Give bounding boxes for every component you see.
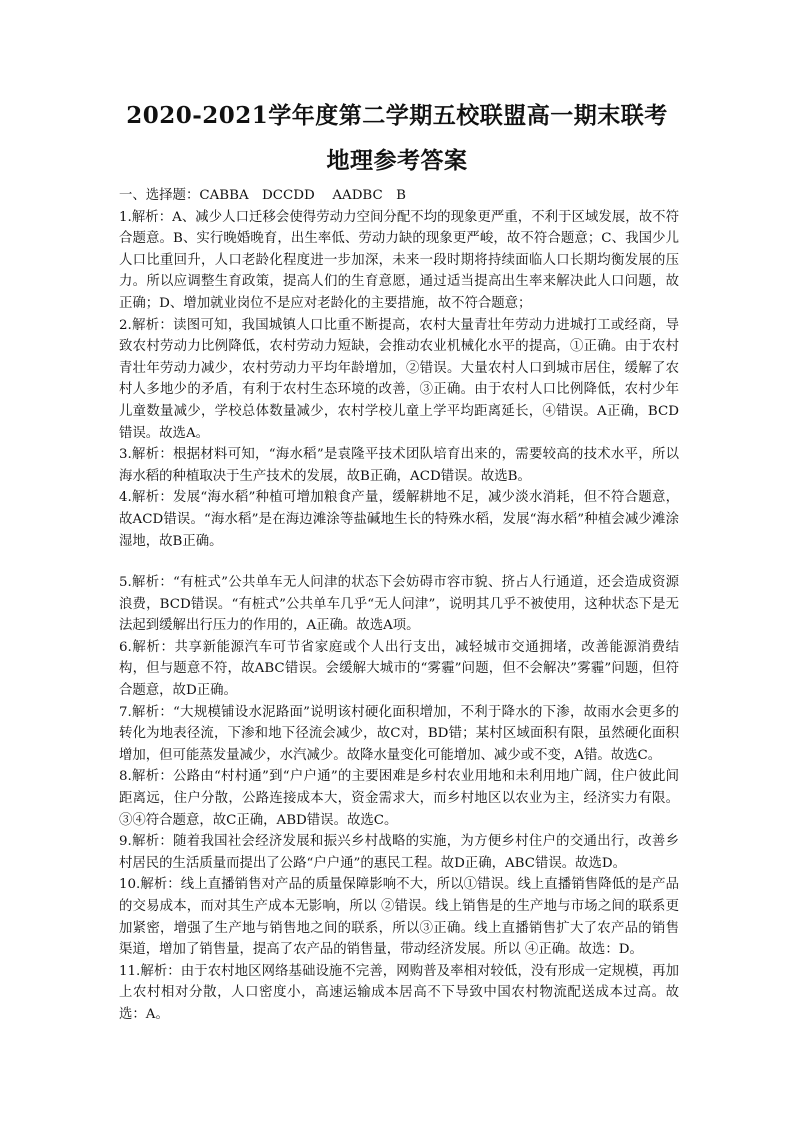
answer-explanation-8: 8.解析：公路由“村村通”到“户户通”的主要困难是乡村农业用地和未利用地广阔，住户彼此间距离远，住户分散，公路连接成本大，资金需求大，而乡村地区以农业为主，经济实力有限。③④符合题意，故C正确，ABD错误。故选C。 <box>119 769 679 828</box>
answer-explanation-10: 10.解析：线上直播销售对产品的质量保障影响不大，所以①错误。线上直播销售降低的是产品的交易成本，而对其生产成本无影响，所以 ②错误。线上销售是的生产地与市场之间的联系更加紧密，增强了生产地与销售地之间的联系，所以③正确。线上直播销售扩大了农产品的销售渠道，增加了销售量，提高了农产品的销售量，带动经济发展。所以 ④正确。故选：D。 <box>119 877 679 958</box>
answer-explanation-6: 6.解析：共享新能源汽车可节省家庭或个人出行支出，减轻城市交通拥堵，改善能源消费结构，但与题意不符，故ABC错误。会缓解大城市的“雾霾”问题，但不会解决”雾霾”问题，但符合题意，故D正确。 <box>119 639 679 699</box>
paragraph-gap <box>119 552 679 572</box>
answer-explanation-11: 11.解析：由于农村地区网络基础设施不完善，网购普及率相对较低，没有形成一定规模，再加上农村相对分散，人口密度小，高速运输成本居高不下导致中国农村物流配送成本过高。故选：A。 <box>119 963 679 1022</box>
answer-explanation-9: 9.解析：随着我国社会经济发展和振兴乡村战略的实施，为方便乡村住户的交通出行，改善乡村居民的生活质量而提出了公路“户户通”的惠民工程。故D正确，ABC错误。故选D。 <box>119 834 679 871</box>
answer-explanation-4: 4.解析：发展“海水稻”种植可增加粮食产量，缓解耕地不足，减少淡水消耗，但不符合题意，故ACD错误。“海水稻”是在海边滩涂等盐碱地生长的特殊水稻，发展“海水稻”种植会减少滩涂湿地，故B正确。 <box>119 490 679 549</box>
answer-explanation-3: 3.解析：根据材料可知，“海水稻”是袁隆平技术团队培育出来的，需要较高的技术水平，所以海水稻的种植取决于生产技术的发展，故B正确，ACD错误。故选B。 <box>119 447 679 484</box>
choice-answer-summary: 一、选择题：CABBA DCCDD AADBC B <box>119 188 406 203</box>
answer-explanation-7: 7.解析：“大规模铺设水泥路面”说明该村硬化面积增加，不利于降水的下渗，故雨水会更多的转化为地表径流，下渗和地下径流会减少，故C对，BD错；某村区域面积有限，虽然硬化面积增加，但可能蒸发量减少，水汽减少。故降水量变化可能增加、减少或不变，A错。故选C。 <box>119 704 679 763</box>
answer-explanation-2: 2.解析：读图可知，我国城镇人口比重不断提高，农村大量青壮年劳动力进城打工或经商，导致农村劳动力比例降低，农村劳动力短缺，会推动农业机械化水平的提高，①正确。由于农村青壮年劳动力减少，农村劳动力平均年龄增加，②错误。大量农村人口到城市居住，缓解了农村人多地少的矛盾，有利于农村生态环境的改善，③正确。由于农村人口比例降低，农村少年儿童数量减少，学校总体数量减少，农村学校儿童上学平均距离延长，④错误。A正确，BCD错误。故选A。 <box>119 317 679 441</box>
exam-title: 2020-2021学年度第二学期五校联盟高一期末联考 <box>126 102 668 129</box>
answer-content <box>119 185 679 1026</box>
answer-explanation-5: 5.解析：“有桩式”公共单车无人问津的状态下会妨碍市容市貌、挤占人行通道，还会造成资源浪费，BCD错误。“有桩式”公共单车几乎“无人问津”，说明其几乎不被使用，这种状态下是无法起到缓解出行压力的作用的，A正确。故选A项。 <box>119 575 679 634</box>
answer-subtitle: 地理参考答案 <box>326 147 468 174</box>
answer-explanation-1: 1.解析：A、减少人口迁移会使得劳动力空间分配不均的现象更严重，不利于区域发展，故不符合题意。B、实行晚婚晚育，出生率低、劳动力缺的现象更严峻，故不符合题意；C、我国少儿人口比重回升，人口老龄化程度进一步加深，未来一段时期将持续面临人口长期均衡发展的压力。所以应调整生育政策，提高人们的生育意愿，通过适当提高出生率来解决此人口问题，故正确；D、增加就业岗位不是应对老龄化的主要措施，故不符合题意； <box>119 209 679 311</box>
